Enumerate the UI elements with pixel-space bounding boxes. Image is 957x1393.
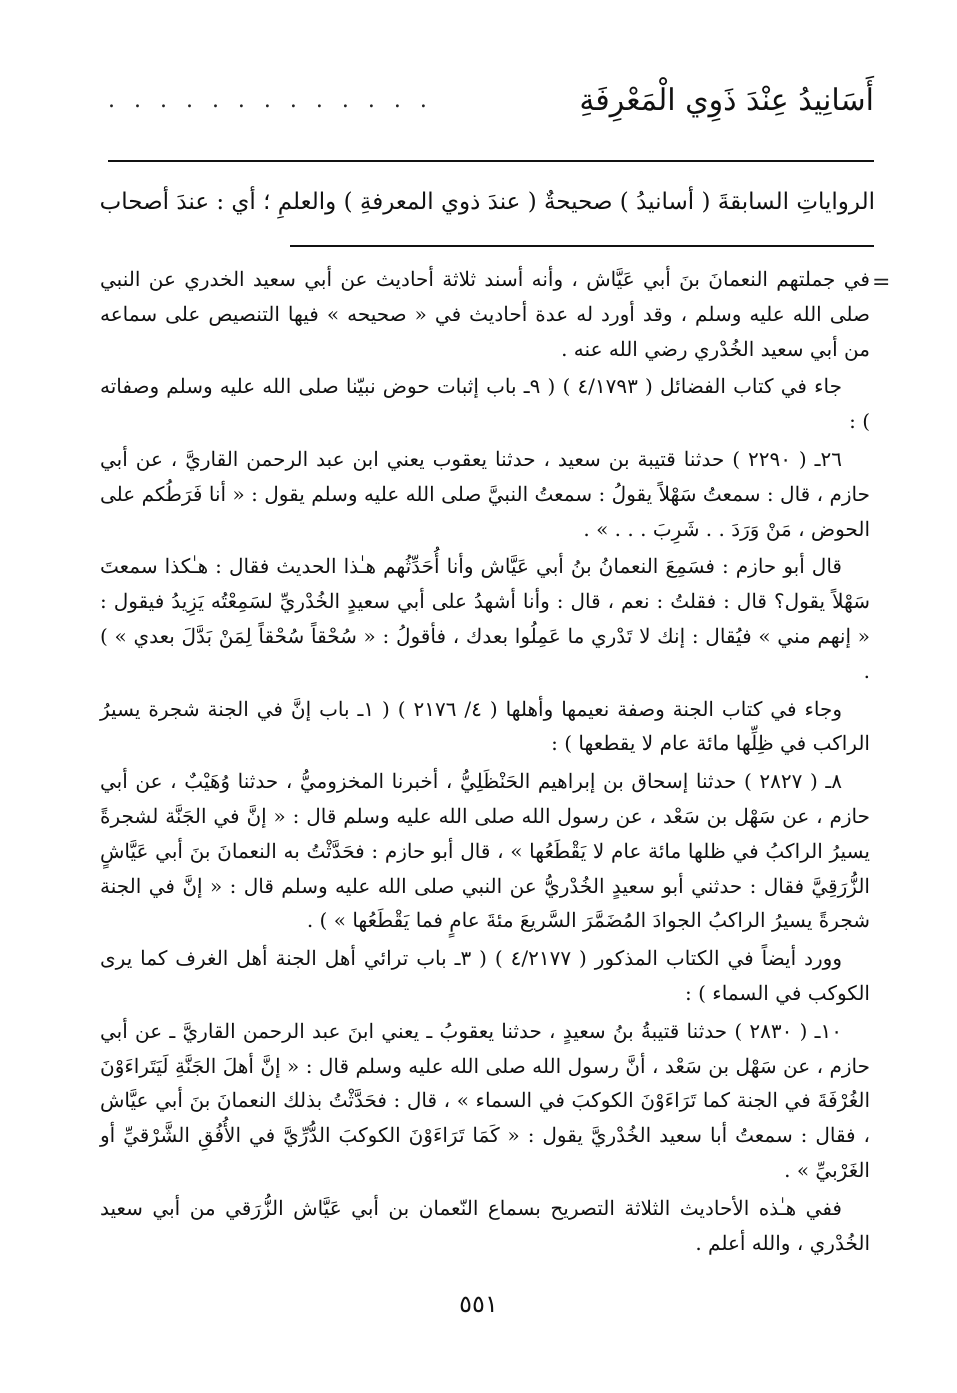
main-text-line: الرواياتِ السابقةَ ( أسانيدُ ) صحيحةٌ ( عندَ ذوي المعرفةِ ) والعلمِ ؛ أي : عندَ أصحاب — [100, 189, 875, 215]
header-rule — [108, 160, 874, 162]
footnote-paragraph: ٢٦ـ ( ٢٢٩٠ ) حدثنا قتيبة بن سعيد ، حدثنا يعقوب يعني ابن عبد الرحمن القاريَّ ، عن أبي حازم ، قال : سمعتُ سَهْلاً يقولُ : سمعتُ النبيَّ صلى الله عليه وسلم يقول : « أنا فَرَطُكم على الحوض ، مَنْ وَرَدَ . . شَرِبَ . . . » . — [100, 446, 870, 541]
footnote-paragraph: جاء في كتاب الفضائل ( ٤/١٧٩٣ ) ( ٩ـ باب إثبات حوض نبيّنا صلى الله عليه وسلم وصفاته ) : — [100, 374, 870, 434]
header-title: أَسَانِيدُ عِنْدَ ذَوِي الْمَعْرِفَةِ — [579, 82, 874, 118]
footnote-paragraph: وورد أيضاً في الكتاب المذكور ( ٤/٢١٧٧ ) ( ٣ـ باب ترائي أهل الجنة أهل الغرف كما يرى الكوكب في السماء ) : — [100, 946, 870, 1005]
footnote-paragraph: ١٠ـ ( ٢٨٣٠ ) حدثنا قتيبةُ بنُ سعيدٍ ، حدثنا يعقوبُ ـ يعني ابنَ عبد الرحمن القاريَّ ـ عن أبي حازم ، عن سَهْل بن سَعْد ، أنَّ رسول الله صلى الله عليه وسلم قال : « إنَّ أهلَ الجَنَّةِ لَيَتَراءَوْنَ الغُرْفَةَ في الجنة كما تَرَاءَوْنَ الكوكبَ في السماء » ، قال : فحَدَّثْتُ بذلك النعمانَ بنَ أبي عيَّاش ، فقال : سمعتُ أبا سعيد الخُدْريَّ يقول : « كَمَا تَرَاءَوْنَ الكوكبَ الدُّرِّيَّ في الأُفُقِ الشَّرْقيِّ أو الغَرْبيِّ » . — [100, 1018, 870, 1182]
footnote-paragraph: وجاء في كتاب الجنة وصفة نعيمها وأهلها ( ٤/ ٢١٧٦ ) ( ١ـ باب إنَّ في الجنة شجرة يسيرُ الراكب في ظِلِّها مائة عام لا يقطعها ) : — [100, 696, 870, 756]
continuation-mark: = — [872, 270, 891, 295]
footnote-paragraph: قال أبو حازم : فسَمِعَ النعمانُ بنُ أبي عَيَّاش وأنا أُحَدِّثُهم هـٰذا الحديث فقال : هـٰكذا سمعتَ سَهْلاً يقول؟ قال : فقلتُ : نعم ، قال : وأنا أشهدُ على أبي سعيدٍ الخُدْريِّ لسَمِعْتُه يَزِيدُ فيقول : « إنهم مني » فيُقال : إنك لا تَدْري ما عَمِلُوا بعدك ، فأقولُ : « سُحْقاً سُحْقاً لِمَنْ بَدَّلَ بعدي » ) . — [100, 554, 870, 683]
footnote-paragraph: ٨ـ ( ٢٨٢٧ ) حدثنا إسحاق بن إبراهيم الحَنْظَلِيُّ ، أخبرنا المخزوميُّ ، حدثنا وُهَيْبٌ ، عن أبي حازم ، عن سَهْل بن سَعْد ، عن رسول الله صلى الله عليه وسلم قال : « إنَّ في الجَنَّة لشجرةً يسيرُ الراكبُ في ظلها مائة عام لا يَقْطَعُها » ، قال أبو حازم : فحَدَّثْتُ به النعمانَ بنَ أبي عَيَّاشٍ الزُّرَقِيَّ فقال : حدثني أبو سعيدٍ الخُدْريُّ عن النبي صلى الله عليه وسلم قال : « إنَّ في الجنة شجرةً يسيرُ الراكبُ الجوادَ المُضَمَّرَ السَّريعَ مئةَ عامٍ فما يَقْطَعُها » ) . — [100, 769, 870, 933]
header-dots: . . . . . . . . . . . . . — [108, 87, 433, 113]
running-header — [108, 70, 874, 130]
footnote-body — [100, 262, 870, 1263]
footnote-paragraph: ففي هـٰذه الأحاديث الثلاثة التصريح بسماع النّعمان بن أبي عَيَّاش الزُّرَقي من أبي سعيد الخُدْري ، والله أعلم . — [100, 1195, 870, 1255]
footnote-separator — [290, 245, 874, 247]
page-number: ٥٥١ — [459, 1290, 498, 1318]
footnote-paragraph: في جملتهم النعمانَ بنَ أبي عَيَّاش ، وأنه أسند ثلاثة أحاديث عن أبي سعيد الخدري عن النبي صلى الله عليه وسلم ، وقد أورد له عدة أحاديث في « صحيحه » فيها التنصيص على سماعه من أبي سعيد الخُدْري رضي الله عنه . — [100, 267, 871, 361]
